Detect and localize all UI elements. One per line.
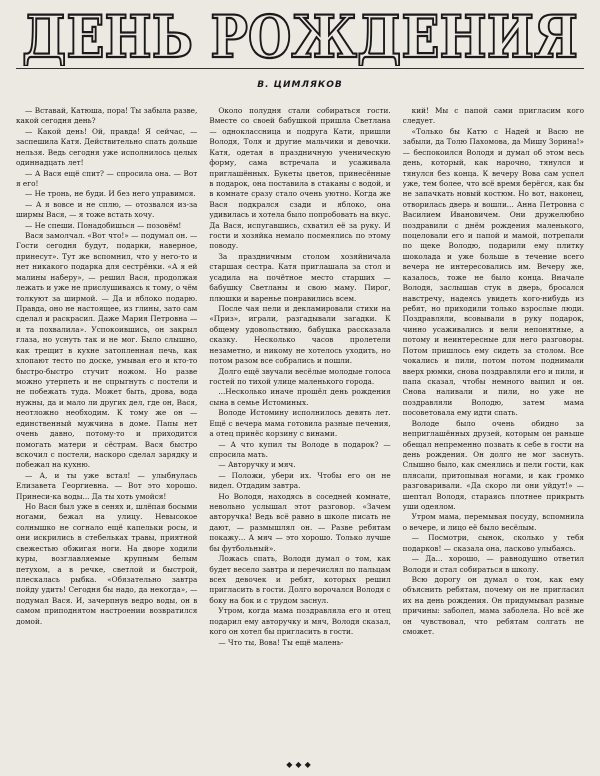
paragraph: кий! Мы с папой сами пригласим кого следует. bbox=[402, 106, 584, 126]
paragraph: Ложась спать, Володя думал о том, как будет весело завтра и перечислял по пальцам всех девочек и ребят, которых решил пригласить в гости. Долго ворочался Володя с боку на бок и с трудом заснул. bbox=[209, 554, 391, 605]
paragraph: — Не тронь, не буди. И без него управимся. bbox=[25, 189, 196, 199]
paragraph: — Да... хорошо, — равнодушно ответил Володя и стал собираться в школу. bbox=[402, 554, 584, 574]
end-ornament: ◆◆◆ bbox=[286, 760, 314, 769]
paragraph: «Только бы Катю с Надей и Васю не забыли, да Толю Пахомова, да Мишу Зорина!» — беспокоился Володя и думал об этом весь день, который, как нарочно, тянулся и тянулся без конца. К вечеру Вова сам успел уже, тем более, что всё время берёгся, как бы не запачкать новый костюм. Но вот, наконец, отворилась дверь и вошли... Анна Петровна с Василием Ивановичем. Они дружелюбно поздравили с днём рождения маленького, поцеловали его и папой и мамой, потрепали по щеке Володю, подарили ему плитку шоколада и уже больше в течение всего вечера не интересовались им. Вечеру же, казалось, тоже не было конца. Вначале Володя, заслышав стук в дверь, бросался навстречу, надеясь увидеть кого-нибудь из ребят, но приходили только взрослые люди. Поздравляли, всовывали в руку подарок, чинно усаживались и вели непонятные, а потому и неинтересные для него разговоры. Потом пришлось ему сидеть за столом. Все чокались и пили, потом потом поднимали вверх рюмки, снова поздравляли его и пили, и папа сказал, чтобы немного выпил и он. Снова наливали и пили, но уже не поздравляли Володю, затем мама посоветовала ему идти спать. bbox=[402, 126, 584, 418]
paragraph: После чая пели и декламировали стихи на «Приз», играли, разгадывали загадки. К общему удовольствию, бабушка рассказала сказку. Несколько часов пролетели незаметно, и никому не хотелось уходить, но потом разом все собрались и пошли. bbox=[209, 304, 391, 366]
paragraph: Утром, когда мама поздравляла его и отец подарил ему авторучку и мяч, Володя сказал, кого он хотел бы пригласить в гости. bbox=[209, 606, 391, 637]
paragraph: Но Вася был уже в сенях и, шлёпая босыми ногами, бежал на улицу. Невысокое солнышко не согнало ещё капельки росы, и они искрились в стебельках травы, приятной свежестью обжигая ноги. На дворе ходили куры, возглавляемые крупным белым петухом, а в речке, светлой и быстрой, плескалась рыбка. «Обязательно завтра пойду удить! Сегодня бы надо, да некогда», — подумал Вася. И, зачерпнув ведро воды, он в самом приподнятом настроении возвратился домой. bbox=[16, 502, 198, 626]
paragraph: Володе Истомину исполнилось девять лет. Ещё с вечера мама готовила разные печения, а отец принёс корзину с винами. bbox=[209, 408, 391, 439]
paragraph: — А я вовсе и не сплю, — отозвался из-за ширмы Вася, — я тоже встать хочу. bbox=[16, 199, 198, 220]
paragraph: Долго ещё звучали весёлые молодые голоса гостей по тихой улице маленького города. bbox=[209, 366, 391, 386]
paragraph: Утром мама, перемывая посуду, вспомнила о вечере, и лицо её было весёлым. bbox=[402, 512, 584, 532]
paragraph: Но Володя, находясь в соседней комнате, невольно услышал этот разговор. «Зачем авторучка! Ведь всё равно в школе писать не дают, — размышлял он. — Разве ребятам покажу... А мяч — это хорошо. Только лучше бы футбольный». bbox=[209, 491, 391, 553]
text-column-3 bbox=[403, 106, 584, 761]
paragraph: — А Вася ещё спит? — спросила она. — Вот я его! bbox=[16, 168, 198, 188]
author-byline: В. ЦИМЛЯКОВ bbox=[257, 80, 343, 90]
paragraph: — Положи, убери их. Чтобы его он не видел. Отдадим завтра. bbox=[209, 470, 391, 491]
paragraph: — А, и ты уже встал! — улыбнулась Елизавета Георгиевна. — Вот это хорошо. Принеси-ка воды... Да ты хоть умойся! bbox=[16, 470, 198, 501]
paragraph: — Не спеши. Понадобишься — позовём! bbox=[25, 220, 182, 230]
paragraph: — А что купил ты Володе в подарок? — спросила мать. bbox=[209, 439, 391, 459]
article-body bbox=[16, 106, 584, 761]
paragraph: — Что ты, Вова! Ты ещё малень- bbox=[218, 637, 344, 647]
paragraph: Володе было очень обидно за неприглашённых друзей, которым он раньше обещал непременно позвать к себе в гости на день рождения. Он долго не мог заснуть. Слышно было, как смеялись и пели гости, как плясали, притопывая ногами, и как громко разговаривали. «Да скоро ли они уйдут!» — шептал Володя, стараясь плотнее прикрыть уши одеялом. bbox=[402, 418, 584, 512]
story-title-graphic bbox=[0, 2, 600, 66]
text-column-2 bbox=[209, 106, 390, 761]
paragraph: — Авторучку и мяч. bbox=[218, 460, 296, 470]
title-divider bbox=[16, 68, 584, 69]
paragraph: Всю дорогу он думал о том, как ему объяснить ребятам, почему он не пригласил их на день рождения. Он придумывал разные причины: заболел, мама заболела. Но всё же он чувствовал, что ребятам солгать не сможет. bbox=[402, 574, 584, 637]
paragraph: — Посмотри, сынок, сколько у тебя подарков! — сказала она, ласково улыбаясь. bbox=[402, 533, 584, 553]
paragraph: — Какой день! Ой, правда! Я сейчас, — заспешила Катя. Действительно спать дольше нельзя. Ведь сегодня уже исполнилось целых одиннадцать лет! bbox=[16, 126, 198, 168]
paragraph: Вася замолчал. «Вот что!» — подумал он. — Гости сегодня будут, подарки, наверное, принесут». Тут же вспомнил, что у него-то и нет никакого подарка для сестрёнки. «А я ей малины наберу», — решил Вася, продолжая лежать и уже не прислушиваясь к тому, о чём толкуют за ширмой. — Да и яблоко подарю. Правда, оно не настоящее, из глины, зато сам сделал и раскрасил. Даже Мария Петровна — и та похвалила». Успокоившись, он закрыл глаза, но уснуть так и не мог. Было слышно, как трещит в кухне затопленная печь, как хлопают тесто по доске, умывая его и кто-то быстро-быстро стучит ножом. Но разве можно утерпеть и не спрыгнуть с постели и не побежать туда. Может быть, дрова, вода нужны, да и мало ли других дел, где он, Вася, неотложно необходим. К тому же он — единственный мужчина в доме. Папы нет очень давно, потому-то и приходится помогать матери и сёстрам. Вася быстро вскочил с постели, наскоро сделал зарядку и побежал на кухню. bbox=[16, 231, 198, 470]
text-column-1 bbox=[16, 106, 197, 761]
paragraph: За праздничным столом хозяйничала старшая сестра. Катя приглашала за стол и усадила на почётное место старших — бабушку Светланы и свою маму. Пирог, плюшки и варенье понравились всем. bbox=[209, 251, 391, 303]
story-title-banner bbox=[0, 2, 600, 66]
paragraph: Около полудня стали собираться гости. Вместе со своей бабушкой пришла Светлана — одноклассница и подруга Кати, пришли Володя, Толя и другие мальчики и девочки. Катя, одетая в праздничную ученическую форму, сама встречала и усаживала приглашённых. Букеты цветов, принесённые в подарок, она поставила в стаканы с водой, и в комнате сразу стало очень уютно. Когда же Вася подкрался сзади и яблоко, она удивилась и хотела было попробовать на вкус. Да Вася, испугавшись, схватил её за руку. И гости и хозяйка немало посмеялись по этому поводу. bbox=[209, 106, 391, 251]
story-title: ДЕНЬ РОЖДЕНИЯ bbox=[22, 3, 578, 66]
paragraph: ...Несколько иначе прошёл день рождения сына в семье Истоминых. bbox=[209, 387, 391, 407]
paragraph: — Вставай, Катюша, пора! Ты забыла разве, какой сегодня день? bbox=[16, 106, 198, 126]
